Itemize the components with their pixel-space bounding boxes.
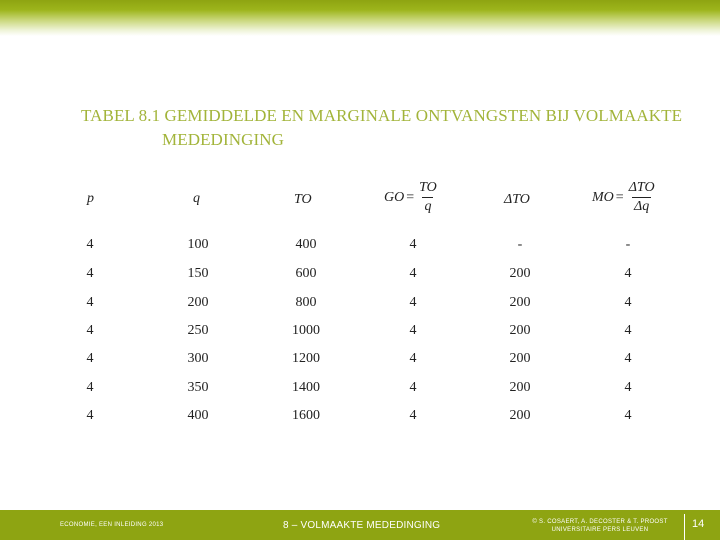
cell-q: 400 bbox=[187, 408, 209, 423]
header-delta-to: ΔTO bbox=[504, 192, 530, 207]
cell-to: 800 bbox=[295, 295, 317, 310]
cell-p: 4 bbox=[86, 351, 94, 366]
footer-copyright-authors: © S. COSAERT, A. DECOSTER & T. PROOST bbox=[532, 519, 668, 525]
cell-mo: 4 bbox=[624, 266, 632, 281]
cell-delta-to: 200 bbox=[509, 380, 531, 395]
cell-q: 350 bbox=[187, 380, 209, 395]
header-p: p bbox=[87, 191, 94, 206]
header-go-label: GO bbox=[384, 189, 405, 205]
header-go-numerator: TO bbox=[419, 180, 437, 195]
cell-mo: 4 bbox=[624, 380, 632, 395]
cell-delta-to: 200 bbox=[509, 323, 531, 338]
header-go-denominator: q bbox=[424, 199, 432, 214]
footer-copyright bbox=[520, 518, 680, 534]
cell-q: 250 bbox=[187, 323, 209, 338]
header-mo-fraction bbox=[627, 179, 657, 216]
cell-delta-to: - bbox=[517, 237, 523, 252]
cell-delta-to: 200 bbox=[509, 351, 531, 366]
cell-p: 4 bbox=[86, 266, 94, 281]
header-mo-denominator: Δq bbox=[634, 199, 650, 214]
cell-go: 4 bbox=[409, 408, 417, 423]
cell-p: 4 bbox=[86, 323, 94, 338]
cell-mo: - bbox=[625, 237, 631, 252]
cell-go: 4 bbox=[409, 295, 417, 310]
cell-to: 1200 bbox=[292, 351, 320, 366]
cell-p: 4 bbox=[86, 408, 94, 423]
header-to: TO bbox=[294, 192, 312, 207]
page-number: 14 bbox=[692, 518, 705, 530]
footer-chapter-title: 8 – VOLMAAKTE MEDEDINGING bbox=[283, 520, 441, 531]
table-title-line-2: MEDEDINGING bbox=[162, 130, 284, 146]
cell-q: 150 bbox=[187, 266, 209, 281]
footer-copyright-publisher: UNIVERSITAIRE PERS LEUVEN bbox=[551, 527, 649, 533]
header-go-formula bbox=[384, 179, 439, 216]
cell-to: 1600 bbox=[292, 408, 320, 423]
header-go-fraction bbox=[417, 179, 439, 216]
cell-p: 4 bbox=[86, 380, 94, 395]
header-mo-formula bbox=[592, 179, 657, 216]
cell-mo: 4 bbox=[624, 351, 632, 366]
cell-to: 1000 bbox=[292, 323, 320, 338]
cell-go: 4 bbox=[409, 237, 417, 252]
cell-mo: 4 bbox=[624, 295, 632, 310]
cell-q: 100 bbox=[187, 237, 209, 252]
cell-mo: 4 bbox=[624, 323, 632, 338]
table-title-line-1: TABEL 8.1 GEMIDDELDE EN MARGINALE ONTVANGSTEN BIJ VOLMAAKTE bbox=[81, 106, 683, 125]
cell-go: 4 bbox=[409, 323, 417, 338]
cell-q: 300 bbox=[187, 351, 209, 366]
header-mo-numerator: ΔTO bbox=[628, 180, 655, 195]
footer-divider bbox=[684, 514, 685, 540]
cell-p: 4 bbox=[86, 295, 94, 310]
cell-to: 1400 bbox=[292, 380, 320, 395]
footer-book-title: ECONOMIE, EEN INLEIDING 2013 bbox=[60, 522, 164, 528]
cell-delta-to: 200 bbox=[509, 295, 531, 310]
header-mo-equals: = bbox=[615, 189, 624, 205]
cell-mo: 4 bbox=[624, 408, 632, 423]
cell-delta-to: 200 bbox=[509, 408, 531, 423]
cell-to: 400 bbox=[295, 237, 317, 252]
cell-go: 4 bbox=[409, 266, 417, 281]
header-q: q bbox=[193, 191, 200, 206]
cell-go: 4 bbox=[409, 380, 417, 395]
cell-go: 4 bbox=[409, 351, 417, 366]
cell-q: 200 bbox=[187, 295, 209, 310]
cell-to: 600 bbox=[295, 266, 317, 281]
top-gradient-bar bbox=[0, 0, 720, 36]
header-go-equals: = bbox=[406, 189, 415, 205]
cell-delta-to: 200 bbox=[509, 266, 531, 281]
header-mo-label: MO bbox=[592, 189, 614, 205]
cell-p: 4 bbox=[86, 237, 94, 252]
footer-bar bbox=[0, 510, 720, 540]
